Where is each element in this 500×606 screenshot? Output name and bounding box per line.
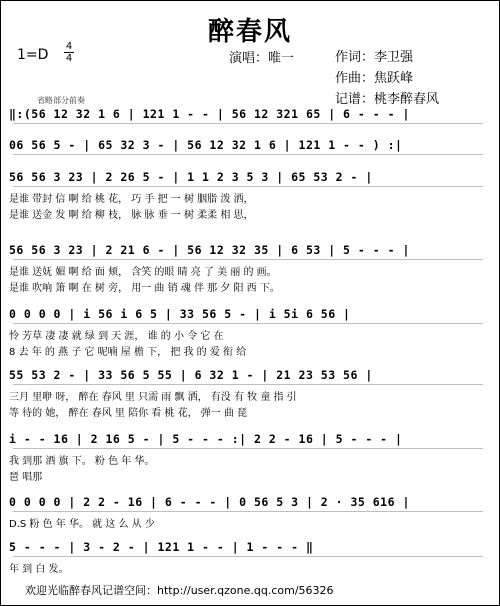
lyric-line: 琶 唱那: [9, 472, 43, 483]
lyric-line: 怜 芳草 凄 凄 就 绿 到 天 涯， 谁 的 小 令 它 在: [9, 331, 224, 342]
lyric-line: 是谁 送妩 媚 啊 给 面 颊， 含笑 的眼 睛 亮 了 美 丽 的 画。: [9, 267, 277, 278]
notation-line: i - - 16 | 2 16 5 - | 5 - - - :| 2 2 - 16 | 5 - - - |: [9, 432, 403, 446]
lyric-line: 是谁 带封 信 啊 给 桃 花， 巧 手 把 一 树 胭脂 泼 洒，: [9, 194, 254, 205]
notation-line: ‖:(56 12 32 1 6 | 121 1 - - | 56 12 321 65 | 6 - - - |: [9, 107, 410, 121]
time-signature-top: 4: [65, 41, 73, 52]
song-title: 醉春风: [207, 17, 292, 47]
beam-line: [13, 448, 483, 449]
footer-note: 欢迎光临醉春风记谱空间：http://user.qzone.qq.com/56326: [25, 584, 334, 597]
beam-line: [13, 511, 483, 512]
notation-line: 0 0 0 0 | i 56 i 6 5 | 33 56 5 - | i 5i 6 56 |: [9, 307, 351, 321]
lyric-line: 我 到那 酒 旗 下。 粉 色 年 华。: [9, 456, 155, 467]
beam-line: [13, 186, 483, 187]
notation-line: 56 56 3 23 | 2 21 6 - | 56 12 32 35 | 6 53 | 5 - - - |: [9, 243, 410, 257]
time-signature: [64, 41, 74, 64]
prelude-note: 省略部分前奏: [37, 96, 85, 105]
beam-line: [13, 556, 483, 557]
lyric-line: 年 到 白 发。: [9, 564, 69, 575]
beam-line: [13, 154, 483, 155]
transcriber-credit: 记谱：桃李醉春风: [335, 92, 440, 107]
lyric-line: 等 待的 她， 醉在 春风 里 陪你 看 桃 花， 弹一 曲 琵: [9, 408, 248, 419]
time-signature-bottom: 4: [65, 53, 73, 64]
notation-line: 56 56 3 23 | 2 26 5 - | 1 1 2 3 5 3 | 65 53 2 - |: [9, 170, 373, 184]
singer-credit: 演唱：唯一: [229, 51, 295, 66]
beam-line: [13, 259, 483, 260]
lyric-line: 是谁 吹响 箫 啊 在 树 旁， 用一 曲 销 魂 伴 那 夕 阳 西 下。: [9, 283, 280, 294]
notation-line: 06 56 5 - | 65 32 3 - | 56 12 32 1 6 | 121 1 - - ) :|: [9, 138, 403, 152]
composer-credit: 作曲：焦跃峰: [335, 71, 414, 86]
credits-block: [335, 47, 439, 110]
notation-line: 0 0 0 0 | 2 2 - 16 | 6 - - - | 0 56 5 3 | 2 · 35 616 |: [9, 495, 410, 509]
notation-line: 55 53 2 - | 33 56 5 55 | 6 32 1 - | 21 23 53 56 |: [9, 368, 373, 382]
key-signature: 1=D: [17, 47, 49, 63]
lyric-line: 8 去 年 的 燕 子 它 呢喃 屋 檐 下， 把 我 的 爱 衔 给: [9, 347, 247, 358]
beam-line: [13, 123, 483, 124]
lyric-line: 是谁 送金 发 啊 给 柳 枝， 脉 脉 垂 一 树 柔柔 相 思，: [9, 210, 254, 221]
lyric-line: D.S 粉 色 年 华。 就 这 么 从 少: [9, 519, 155, 530]
beam-line: [13, 384, 483, 385]
lyric-line: 三月 里咿 呀， 醉在 春风 里 只需 雨 飘 洒， 有没 有 牧 童 指 引: [9, 392, 297, 403]
beam-line: [13, 323, 483, 324]
lyricist-credit: 作词：李卫强: [335, 50, 414, 65]
notation-line: 5 - - - | 3 - 2 - | 121 1 - - | 1 - - - ‖: [9, 540, 314, 554]
